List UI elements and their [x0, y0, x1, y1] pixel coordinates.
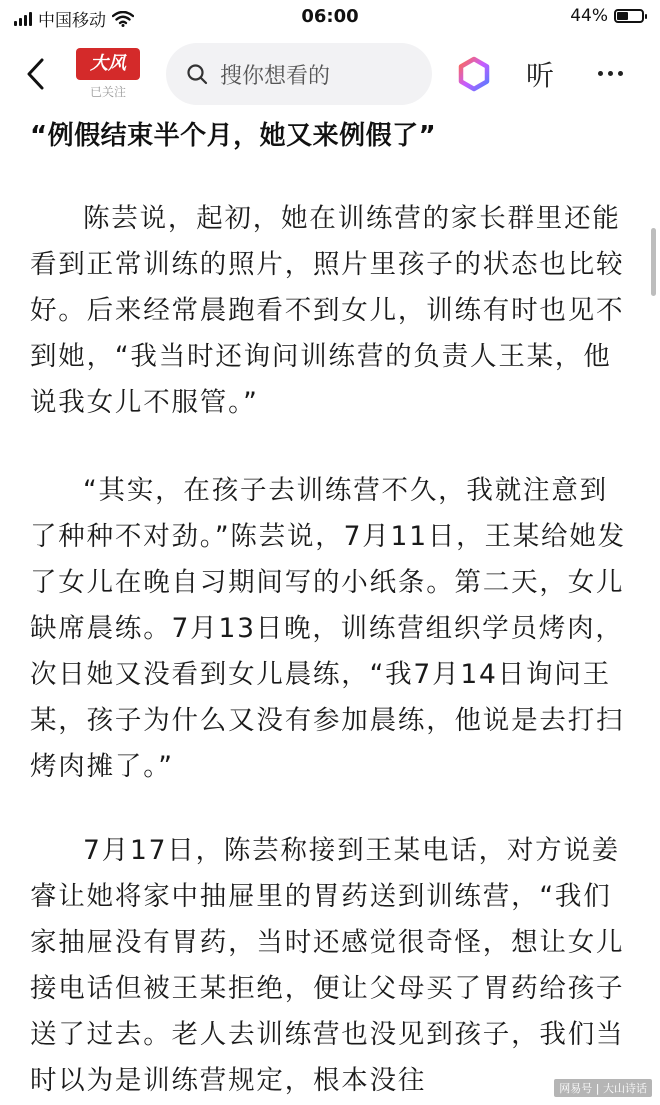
publisher-logo-text: 大风	[76, 48, 140, 80]
scrollbar[interactable]	[651, 228, 656, 296]
watermark: 网易号 | 大山诗话	[554, 1079, 652, 1097]
search-input[interactable]	[166, 43, 432, 105]
battery-percent: 44%	[570, 6, 608, 26]
carrier-label: 中国移动	[38, 11, 106, 31]
battery-icon	[614, 9, 644, 23]
publisher-logo[interactable]	[76, 48, 140, 102]
search-icon	[186, 63, 208, 85]
status-time: 06:00	[301, 6, 359, 27]
search-placeholder: 搜你想看的	[220, 63, 331, 89]
article-heading: “例假结束半个月，她又来例假了”	[30, 121, 437, 151]
article-paragraph: “其实，在孩子去训练营不久，我就注意到了种种不对劲。”陈芸说，7月11日，王某给她发了女儿在晚自习期间写的小纸条。第二天，女儿缺席晨练。7月13日晚，训练营组织学员烤肉，次日她又没看到女儿晨练，“我7月14日询问王某，孩子为什么又没有参加晨练，他说是去打扫烤肉摊了。”	[30, 475, 626, 782]
follow-status-label[interactable]: 已关注	[89, 85, 126, 99]
listen-button[interactable]: 听	[526, 59, 555, 92]
article-paragraph: 7月17日，陈芸称接到王某电话，对方说姜睿让她将家中抽屉里的胃药送到训练营，“我们家抽屉没有胃药，当时还感觉很奇怪，想让女儿接电话但被王某拒绝，便让父母买了胃药给孩子送了过去。老人去训练营也没见到孩子，我们当时以为是训练营规定，根本没往	[30, 835, 625, 1096]
article-body	[30, 112, 630, 1105]
battery-fill	[617, 12, 628, 20]
status-bar	[0, 0, 660, 34]
back-arrow-icon[interactable]	[20, 56, 56, 92]
more-icon[interactable]	[598, 58, 623, 88]
nav-bar	[0, 40, 660, 110]
status-right	[570, 6, 644, 26]
article-paragraph: 陈芸说，起初，她在训练营的家长群里还能看到正常训练的照片，照片里孩子的状态也比较好。后来经常晨跑看不到女儿，训练有时也见不到她，“我当时还询问训练营的负责人王某，他说我女儿不服管。”	[30, 203, 625, 418]
ai-assistant-icon[interactable]	[456, 56, 492, 92]
